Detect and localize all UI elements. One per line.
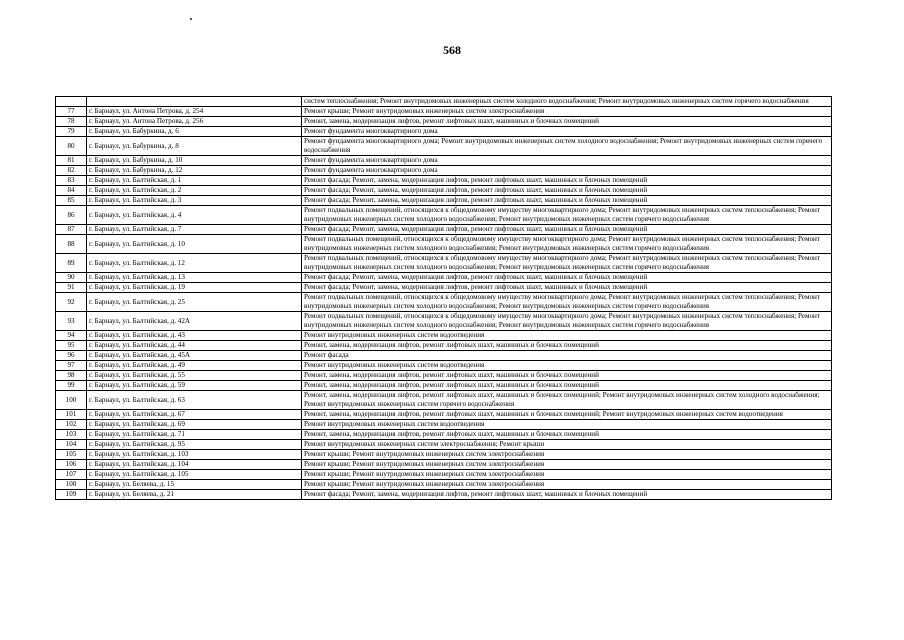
page-number: 568 xyxy=(443,43,461,57)
repair-works-table xyxy=(55,96,832,500)
row-address-cell: г. Барнаул, ул. Бабуркина, д. 8 xyxy=(87,137,302,156)
row-work-cell: Ремонт фасада; Ремонт, замена, модернизация лифтов, ремонт лифтовых шахт, машинных и блочных помещений xyxy=(302,490,832,500)
table-row xyxy=(56,235,832,254)
row-number-cell: 82 xyxy=(56,166,87,176)
row-address-cell: г. Барнаул, ул. Бабуркина, д. 12 xyxy=(87,166,302,176)
table-row xyxy=(56,225,832,235)
row-work-cell: Ремонт подвальных помещений, относящихся к общедомовому имуществу многоквартирного дома; Ремонт внутридомовых инженерных систем теплоснабжения; Ремонт внутридомовых инженерных систем холодного водоснабжения; Ремонт внутридомовых инженерных систем горячего водоснабжения xyxy=(302,254,832,273)
row-work-cell: Ремонт, замена, модернизация лифтов, ремонт лифтовых шахт, машинных и блочных помещений xyxy=(302,117,832,127)
row-number-cell: 90 xyxy=(56,273,87,283)
row-number-cell: 83 xyxy=(56,176,87,186)
row-number-cell: 96 xyxy=(56,351,87,361)
row-number-cell xyxy=(56,97,87,107)
row-number-cell: 88 xyxy=(56,235,87,254)
row-number-cell: 103 xyxy=(56,430,87,440)
row-address-cell: г. Барнаул, ул. Балтийская, д. 55 xyxy=(87,371,302,381)
row-number-cell: 81 xyxy=(56,156,87,166)
table-row xyxy=(56,341,832,351)
row-number-cell: 80 xyxy=(56,137,87,156)
row-address-cell: г. Барнаул, ул. Беляева, д. 21 xyxy=(87,490,302,500)
table-row xyxy=(56,312,832,331)
row-number-cell: 109 xyxy=(56,490,87,500)
row-number-cell: 94 xyxy=(56,331,87,341)
row-work-cell: Ремонт подвальных помещений, относящихся к общедомовому имуществу многоквартирного дома; Ремонт внутридомовых инженерных систем теплоснабжения; Ремонт внутридомовых инженерных систем холодного водоснабжения; Ремонт внутридомовых инженерных систем горячего водоснабжения xyxy=(302,206,832,225)
row-number-cell: 84 xyxy=(56,186,87,196)
table-row xyxy=(56,186,832,196)
row-work-cell: Ремонт крыши; Ремонт внутридомовых инженерных систем электроснабжения xyxy=(302,480,832,490)
row-work-cell: Ремонт крыши; Ремонт внутридомовых инженерных систем электроснабжения xyxy=(302,470,832,480)
row-number-cell: 100 xyxy=(56,391,87,410)
table-row xyxy=(56,391,832,410)
row-number-cell: 102 xyxy=(56,420,87,430)
row-work-cell: Ремонт, замена, модернизация лифтов, ремонт лифтовых шахт, машинных и блочных помещений xyxy=(302,381,832,391)
table-row xyxy=(56,430,832,440)
row-work-cell: Ремонт фасада; Ремонт, замена, модернизация лифтов, ремонт лифтовых шахт, машинных и блочных помещений xyxy=(302,273,832,283)
row-number-cell: 92 xyxy=(56,293,87,312)
row-address-cell: г. Барнаул, ул. Балтийская, д. 7 xyxy=(87,225,302,235)
row-work-cell: Ремонт внутридомовых инженерных систем электроснабжения; Ремонт крыши xyxy=(302,440,832,450)
table-row xyxy=(56,97,832,107)
row-work-cell: Ремонт фасада; Ремонт, замена, модернизация лифтов, ремонт лифтовых шахт, машинных и блочных помещений xyxy=(302,283,832,293)
row-work-cell: Ремонт подвальных помещений, относящихся к общедомовому имуществу многоквартирного дома; Ремонт внутридомовых инженерных систем теплоснабжения; Ремонт внутридомовых инженерных систем холодного водоснабжения; Ремонт внутридомовых инженерных систем горячего водоснабжения xyxy=(302,235,832,254)
table-row xyxy=(56,176,832,186)
row-work-cell: Ремонт фасада; Ремонт, замена, модернизация лифтов, ремонт лифтовых шахт, машинных и блочных помещений xyxy=(302,176,832,186)
table-row xyxy=(56,361,832,371)
row-number-cell: 95 xyxy=(56,341,87,351)
row-work-cell: Ремонт, замена, модернизация лифтов, ремонт лифтовых шахт, машинных и блочных помещений; Ремонт внутридомовых инженерных систем водоотведения xyxy=(302,410,832,420)
row-address-cell: г. Барнаул, ул. Балтийская, д. 49 xyxy=(87,361,302,371)
row-work-cell: Ремонт крыши; Ремонт внутридомовых инженерных систем электроснабжения xyxy=(302,450,832,460)
row-number-cell: 97 xyxy=(56,361,87,371)
row-number-cell: 93 xyxy=(56,312,87,331)
table-row xyxy=(56,166,832,176)
row-address-cell: г. Барнаул, ул. Балтийская, д. 25 xyxy=(87,293,302,312)
row-number-cell: 107 xyxy=(56,470,87,480)
row-number-cell: 104 xyxy=(56,440,87,450)
row-address-cell: г. Барнаул, ул. Балтийская, д. 63 xyxy=(87,391,302,410)
row-address-cell xyxy=(87,97,302,107)
table-row xyxy=(56,283,832,293)
table-row xyxy=(56,117,832,127)
row-address-cell: г. Барнаул, ул. Беляева, д. 15 xyxy=(87,480,302,490)
table-row xyxy=(56,196,832,206)
row-work-cell: Ремонт фасада; Ремонт, замена, модернизация лифтов, ремонт лифтовых шахт, машинных и блочных помещений xyxy=(302,186,832,196)
row-number-cell: 79 xyxy=(56,127,87,137)
table-row xyxy=(56,206,832,225)
row-address-cell: г. Барнаул, ул. Балтийская, д. 59 xyxy=(87,381,302,391)
row-address-cell: г. Барнаул, ул. Антона Петрова, д. 254 xyxy=(87,107,302,117)
row-address-cell: г. Барнаул, ул. Балтийская, д. 13 xyxy=(87,273,302,283)
row-work-cell: Ремонт, замена, модернизация лифтов, ремонт лифтовых шахт, машинных и блочных помещений xyxy=(302,371,832,381)
table-row xyxy=(56,440,832,450)
row-work-cell: Ремонт фундамента многоквартирного дома; Ремонт внутридомовых инженерных систем холодного водоснабжения; Ремонт внутридомовых инженерных систем горячего водоснабжения xyxy=(302,137,832,156)
row-number-cell: 77 xyxy=(56,107,87,117)
row-number-cell: 108 xyxy=(56,480,87,490)
row-address-cell: г. Барнаул, ул. Балтийская, д. 95 xyxy=(87,440,302,450)
row-work-cell: Ремонт крыши; Ремонт внутридомовых инженерных систем электроснабжения xyxy=(302,460,832,470)
row-address-cell: г. Барнаул, ул. Балтийская, д. 3 xyxy=(87,196,302,206)
row-address-cell: г. Барнаул, ул. Антона Петрова, д. 256 xyxy=(87,117,302,127)
row-work-cell: Ремонт подвальных помещений, относящихся к общедомовому имуществу многоквартирного дома; Ремонт внутридомовых инженерных систем теплоснабжения; Ремонт внутридомовых инженерных систем холодного водоснабжения; Ремонт внутридомовых инженерных систем горячего водоснабжения xyxy=(302,312,832,331)
row-number-cell: 98 xyxy=(56,371,87,381)
row-address-cell: г. Барнаул, ул. Балтийская, д. 42А xyxy=(87,312,302,331)
table-row xyxy=(56,127,832,137)
table-row xyxy=(56,460,832,470)
table-row xyxy=(56,254,832,273)
row-address-cell: г. Барнаул, ул. Балтийская, д. 19 xyxy=(87,283,302,293)
row-address-cell: г. Барнаул, ул. Балтийская, д. 69 xyxy=(87,420,302,430)
row-work-cell: Ремонт фундамента многоквартирного дома xyxy=(302,127,832,137)
table-row xyxy=(56,107,832,117)
table-row xyxy=(56,273,832,283)
table-row xyxy=(56,490,832,500)
table-row xyxy=(56,480,832,490)
row-address-cell: г. Барнаул, ул. Балтийская, д. 103 xyxy=(87,450,302,460)
row-address-cell: г. Барнаул, ул. Балтийская, д. 4 xyxy=(87,206,302,225)
row-number-cell: 101 xyxy=(56,410,87,420)
row-work-cell: Ремонт фундамента многоквартирного дома xyxy=(302,156,832,166)
table-row xyxy=(56,351,832,361)
table-row xyxy=(56,450,832,460)
row-number-cell: 87 xyxy=(56,225,87,235)
row-number-cell: 105 xyxy=(56,450,87,460)
row-address-cell: г. Барнаул, ул. Балтийская, д. 104 xyxy=(87,460,302,470)
table-row xyxy=(56,156,832,166)
row-address-cell: г. Барнаул, ул. Балтийская, д. 43 xyxy=(87,331,302,341)
row-number-cell: 106 xyxy=(56,460,87,470)
row-address-cell: г. Барнаул, ул. Балтийская, д. 10 xyxy=(87,235,302,254)
row-work-cell: Ремонт внутридомовых инженерных систем водоотведения xyxy=(302,361,832,371)
row-work-cell: Ремонт внутридомовых инженерных систем водоотведения xyxy=(302,331,832,341)
row-number-cell: 78 xyxy=(56,117,87,127)
row-work-cell: Ремонт, замена, модернизация лифтов, ремонт лифтовых шахт, машинных и блочных помещений xyxy=(302,430,832,440)
row-address-cell: г. Барнаул, ул. Бабуркина, д. 6 xyxy=(87,127,302,137)
row-work-cell: систем теплоснабжения; Ремонт внутридомовых инженерных систем холодного водоснабжения; Ремонт внутридомовых инженерных систем горячего водоснабжения xyxy=(302,97,832,107)
row-work-cell: Ремонт фундамента многоквартирного дома xyxy=(302,166,832,176)
row-number-cell: 86 xyxy=(56,206,87,225)
row-work-cell: Ремонт фасада; Ремонт, замена, модернизация лифтов, ремонт лифтовых шахт, машинных и блочных помещений xyxy=(302,225,832,235)
scan-speck xyxy=(190,18,192,20)
table-row xyxy=(56,371,832,381)
table-row xyxy=(56,381,832,391)
table-row xyxy=(56,293,832,312)
row-work-cell: Ремонт фасада xyxy=(302,351,832,361)
row-number-cell: 89 xyxy=(56,254,87,273)
row-address-cell: г. Барнаул, ул. Бабуркина, д. 10 xyxy=(87,156,302,166)
row-address-cell: г. Барнаул, ул. Балтийская, д. 105 xyxy=(87,470,302,480)
row-address-cell: г. Барнаул, ул. Балтийская, д. 67 xyxy=(87,410,302,420)
row-work-cell: Ремонт подвальных помещений, относящихся к общедомовому имуществу многоквартирного дома; Ремонт внутридомовых инженерных систем теплоснабжения; Ремонт внутридомовых инженерных систем холодного водоснабжения; Ремонт внутридомовых инженерных систем горячего водоснабжения xyxy=(302,293,832,312)
row-number-cell: 99 xyxy=(56,381,87,391)
table-row xyxy=(56,420,832,430)
table-row xyxy=(56,137,832,156)
table-row xyxy=(56,470,832,480)
row-address-cell: г. Барнаул, ул. Балтийская, д. 12 xyxy=(87,254,302,273)
row-number-cell: 91 xyxy=(56,283,87,293)
row-work-cell: Ремонт внутридомовых инженерных систем водоотведения xyxy=(302,420,832,430)
table-row xyxy=(56,410,832,420)
row-number-cell: 85 xyxy=(56,196,87,206)
row-address-cell: г. Барнаул, ул. Балтийская, д. 1 xyxy=(87,176,302,186)
row-work-cell: Ремонт, замена, модернизация лифтов, ремонт лифтовых шахт, машинных и блочных помещений; Ремонт внутридомовых инженерных систем холодного водоснабжения; Ремонт внутридомовых инженерных систем горячего водоснабжения xyxy=(302,391,832,410)
row-work-cell: Ремонт крыши; Ремонт внутридомовых инженерных систем электроснабжения xyxy=(302,107,832,117)
row-address-cell: г. Барнаул, ул. Балтийская, д. 71 xyxy=(87,430,302,440)
row-address-cell: г. Барнаул, ул. Балтийская, д. 45А xyxy=(87,351,302,361)
row-work-cell: Ремонт фасада; Ремонт, замена, модернизация лифтов, ремонт лифтовых шахт, машинных и блочных помещений xyxy=(302,196,832,206)
row-work-cell: Ремонт, замена, модернизация лифтов, ремонт лифтовых шахт, машинных и блочных помещений xyxy=(302,341,832,351)
row-address-cell: г. Барнаул, ул. Балтийская, д. 2 xyxy=(87,186,302,196)
row-address-cell: г. Барнаул, ул. Балтийская, д. 44 xyxy=(87,341,302,351)
table-row xyxy=(56,331,832,341)
